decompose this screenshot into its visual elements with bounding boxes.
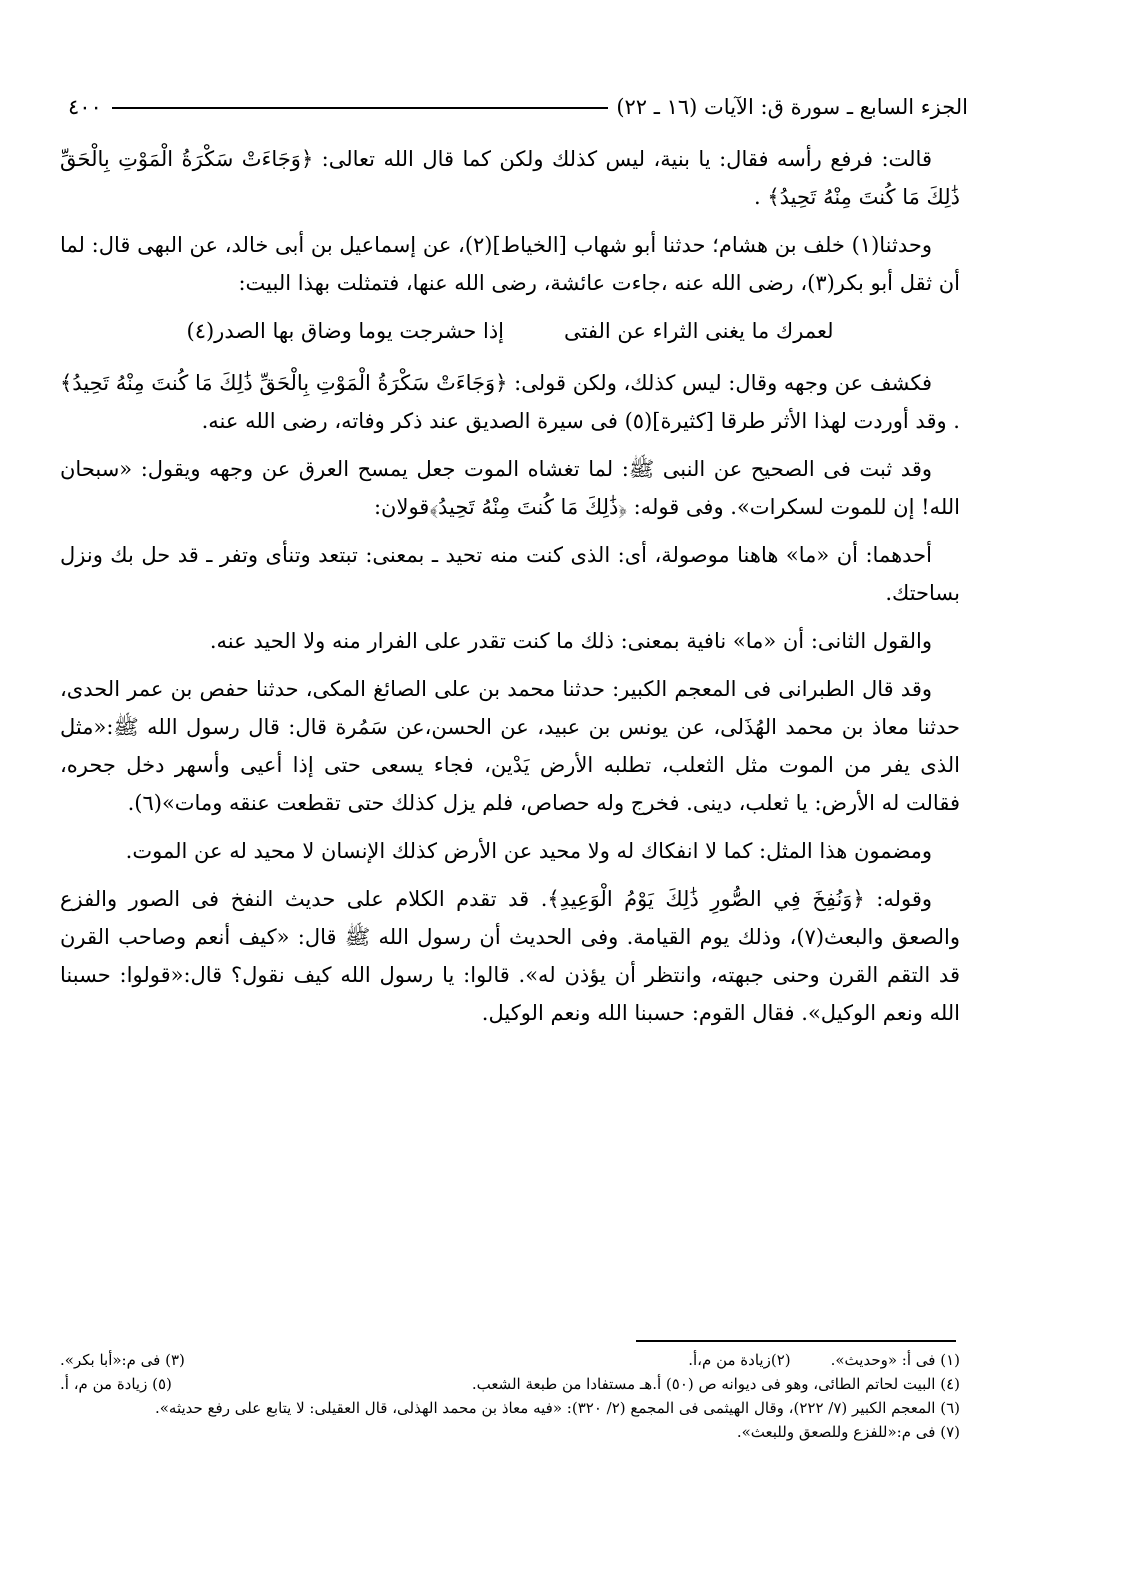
paragraph: ومضمون هذا المثل: كما لا انفكاك له ولا محيد عن الأرض كذلك الإنسان لا محيد له عن الموت. [125,839,932,863]
footnote-7: (٧) فى م:«للفزع وللصعق وللبعث». [736,1423,960,1441]
footnote-row [60,1372,960,1396]
paragraph: وحدثنا(١) خلف بن هشام؛ حدثنا أبو شهاب [الخياط](٢)، عن إسماعيل بن أبى خالد، عن البهى قال: لما أن ثقل أبو بكر(٣)، رضى الله عنه ،جاءت عائشة، رضى الله عنها، فتمثلت بهذا البيت: [60,233,960,295]
poetry-verse [60,312,960,350]
footnote-rule [636,1340,956,1342]
page-number: ٤٠٠ [68,92,112,122]
header-title: الجزء السابع ـ سورة ق: الآيات (١٦ ـ ٢٢) [608,92,968,122]
paragraph: وقد قال الطبرانى فى المعجم الكبير: حدثنا محمد بن على الصائغ المكى، حدثنا حفص بن عمر الحدى، حدثنا معاذ بن محمد الهُذَلى، عن يونس بن عبيد، عن الحسن،عن سَمُرة قال: قال رسول الله ﷺ:«مثل الذى يفر من الموت مثل الثعلب، تطلبه الأرض يَدْين، فجاء يسعى حتى إذا أعيى وأسهر دخل جحره، فقالت له الأرض: يا ثعلب، دينى. فخرج وله حصاص، فلم يزل كذلك حتى تقطعت عنقه ومات»(٦). [60,677,960,815]
footnote-1: (١) فى أ: «وحديث». [830,1351,960,1369]
footnote-2: (٢)زيادة من م،أ. [688,1351,791,1369]
main-text [60,140,960,1042]
paragraph: أحدهما: أن «ما» هاهنا موصولة، أى: الذى كنت منه تحيد ـ بمعنى: تبتعد وتنأى وتفر ـ قد حل بك ونزل بساحتك. [60,543,960,605]
footnote-row [60,1348,960,1372]
footnote-6: (٦) المعجم الكبير (٧/ ٢٢٢)، وقال الهيثمى فى المجمع (٢/ ٣٢٠): «فيه معاذ بن محمد الهذلى، قال العقيلى: لا يتابع على رفع حديثه». [154,1399,960,1417]
verse-first-hemistich: لعمرك ما يغنى الثراء عن الفتى [564,319,834,343]
footnotes [60,1348,960,1444]
paragraph: فكشف عن وجهه وقال: ليس كذلك، ولكن قولى: ﴿وَجَاءَتْ سَكْرَةُ الْمَوْتِ بِالْحَقِّ ذَٰلِكَ مَا كُنتَ مِنْهُ تَحِيدُ﴾ . وقد أوردت لهذا الأثر طرقا [كثيرة](٥) فى سيرة الصديق عند ذكر وفاته، رضى الله عنه. [60,371,960,433]
paragraph: قالت: فرفع رأسه فقال: يا بنية، ليس كذلك ولكن كما قال الله تعالى: ﴿وَجَاءَتْ سَكْرَةُ الْمَوْتِ بِالْحَقِّ ذَٰلِكَ مَا كُنتَ مِنْهُ تَحِيدُ﴾ . [60,147,960,209]
verse-second-hemistich: إذا حشرجت يوما وضاق بها الصدر(٤) [186,319,505,343]
paragraph: وقوله: ﴿وَنُفِخَ فِي الصُّورِ ذَٰلِكَ يَوْمُ الْوَعِيدِ﴾. قد تقدم الكلام على حديث النفخ فى الصور والفزع والصعق والبعث(٧)، وذلك يوم القيامة. وفى الحديث أن رسول الله ﷺ قال: «كيف أنعم وصاحب القرن قد التقم القرن وحنى جبهته، وانتظر أن يؤذن له». قالوا: يا رسول الله كيف نقول؟ قال:«قولوا: حسبنا الله ونعم الوكيل». فقال القوم: حسبنا الله ونعم الوكيل. [60,887,961,1025]
paragraph: وقد ثبت فى الصحيح عن النبى ﷺ: لما تغشاه الموت جعل يمسح العرق عن وجهه ويقول: «سبحان الله! إن للموت لسكرات». وفى قوله: ﴿ذَٰلِكَ مَا كُنتَ مِنْهُ تَحِيدُ﴾قولان: [60,457,960,519]
footnote-5: (٥) زيادة من م، أ. [60,1375,172,1393]
footnote-3: (٣) فى م:«أبا بكر». [60,1351,185,1369]
paragraph: والقول الثانى: أن «ما» نافية بمعنى: ذلك ما كنت تقدر على الفرار منه ولا الحيد عنه. [209,629,932,653]
footnote-4: (٤) البيت لحاتم الطائى، وهو فى ديوانه ص (٥٠) أ.هـ مستفادا من طبعة الشعب. [471,1375,960,1393]
running-header [68,92,968,122]
